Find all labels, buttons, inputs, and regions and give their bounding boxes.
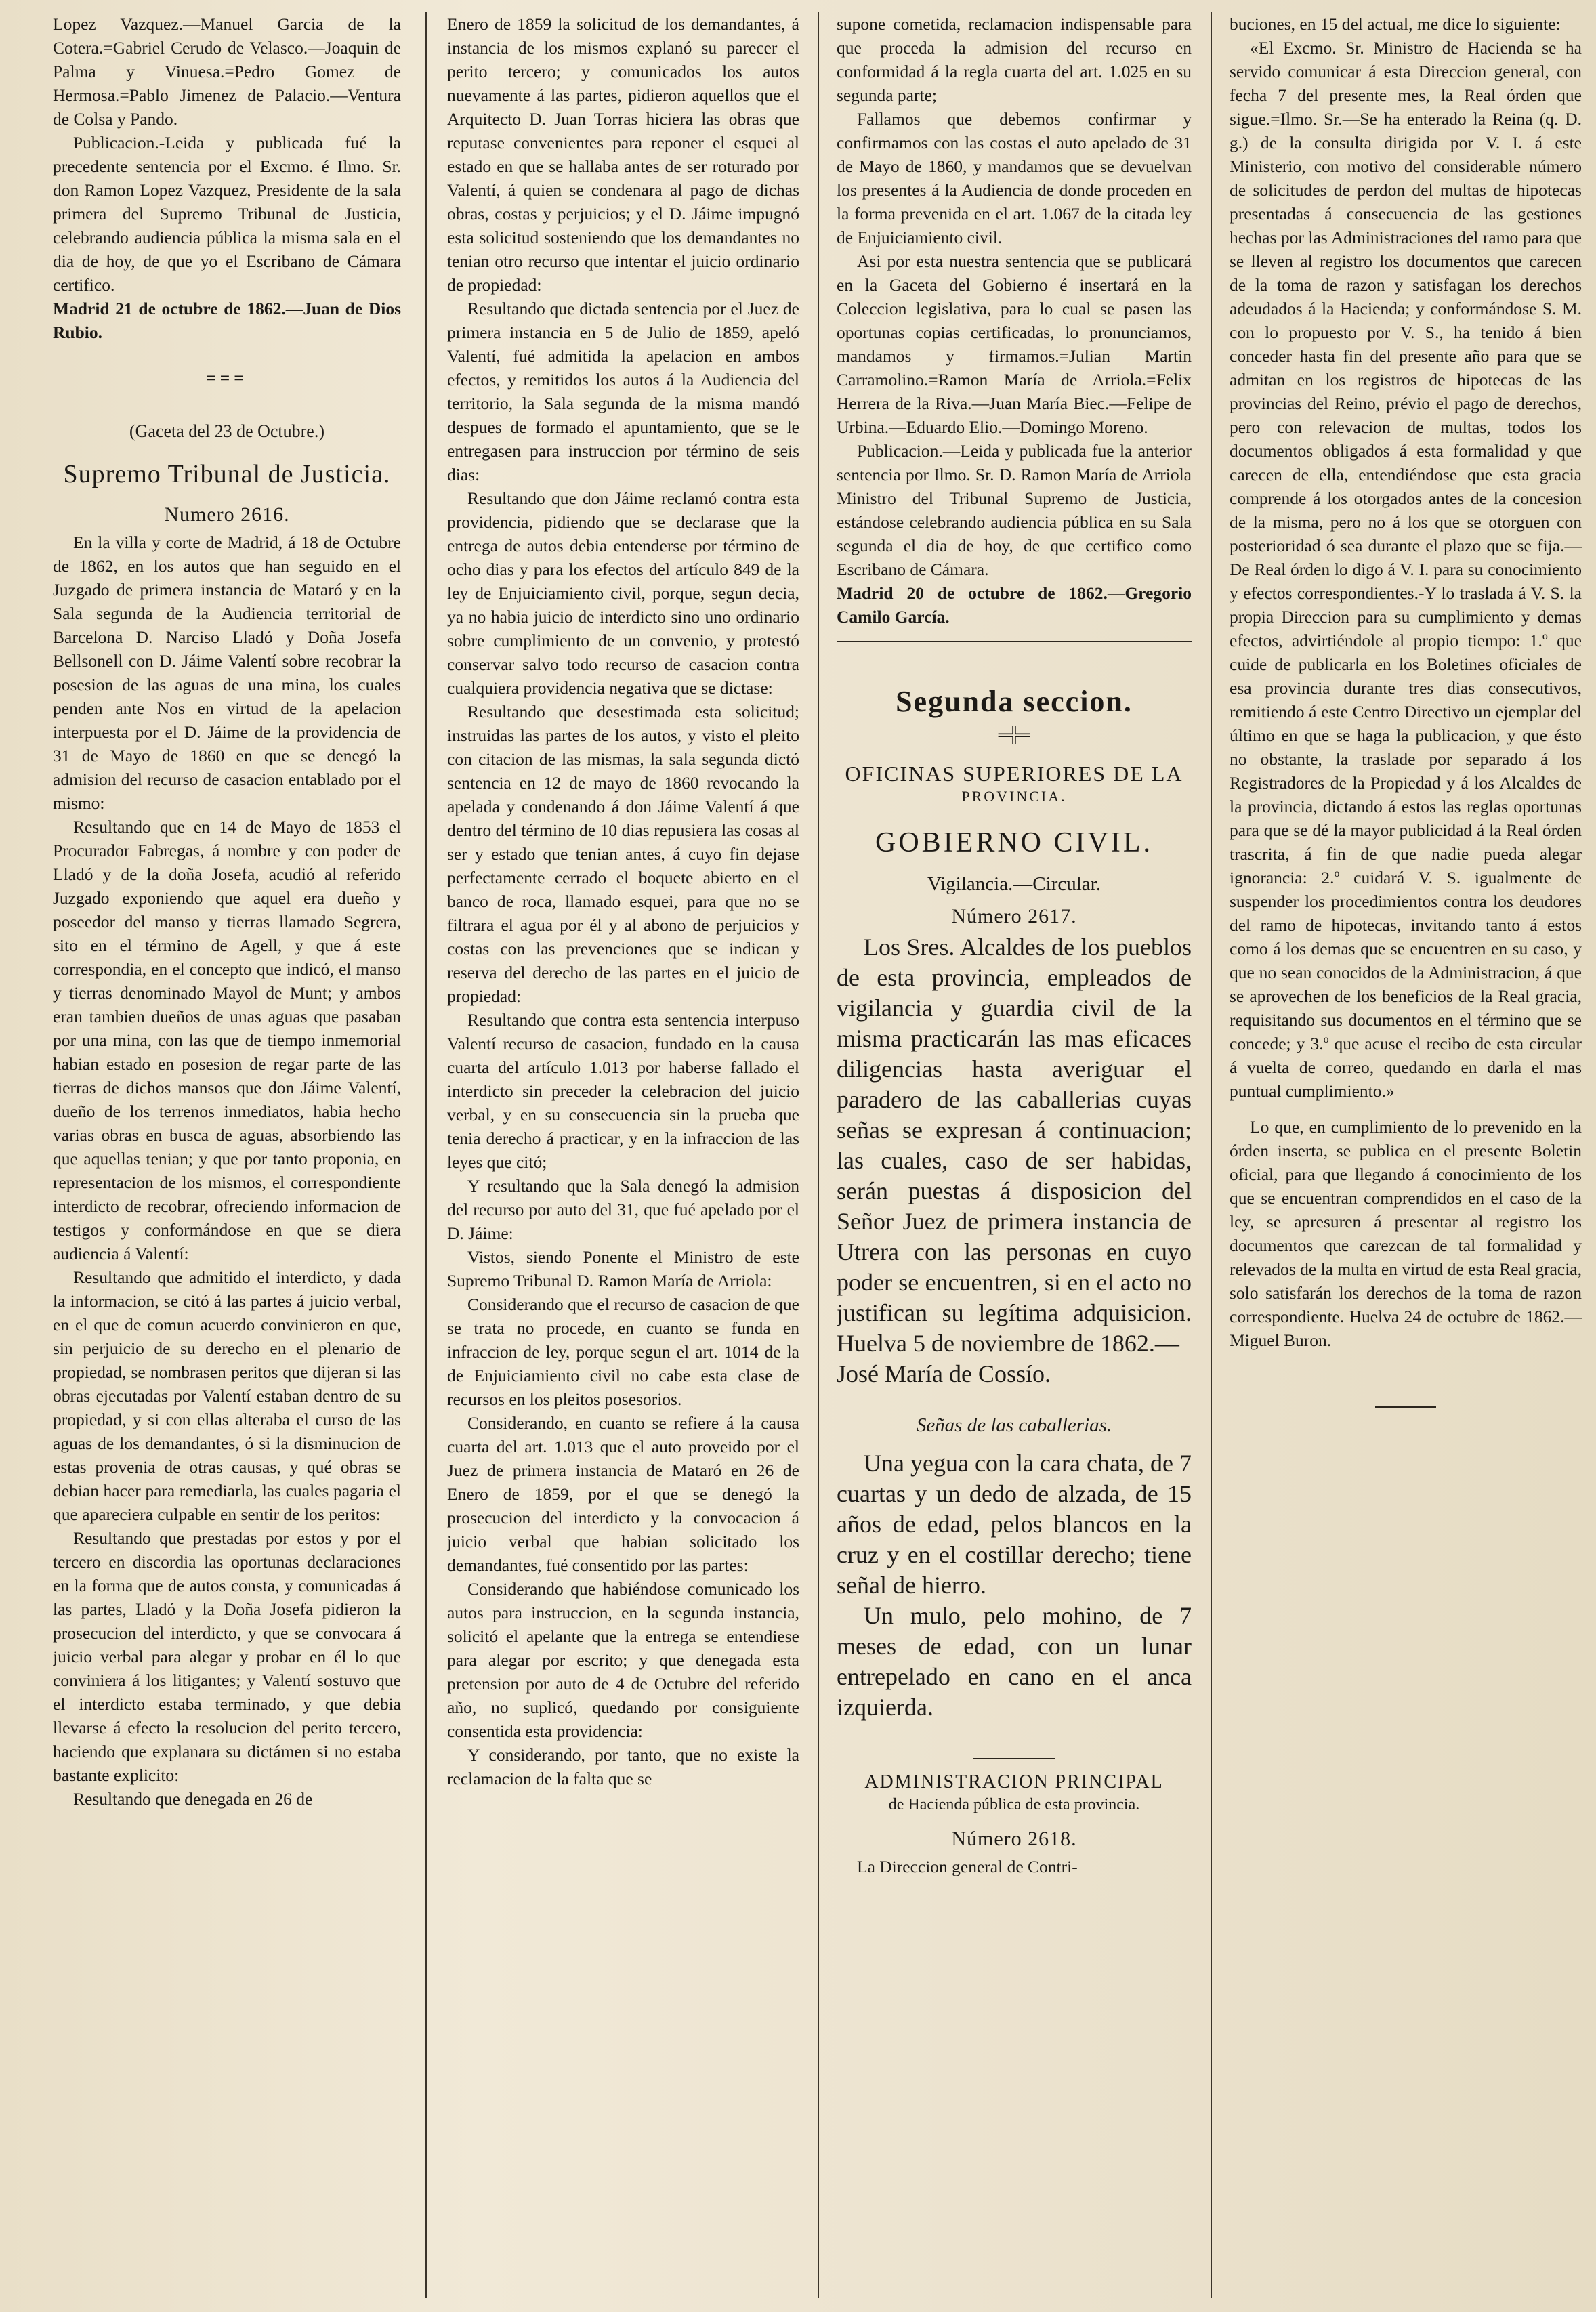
- body-paragraph: Vistos, siendo Ponente el Ministro de este Supremo Tribunal D. Ramon María de Arriola:: [447, 1247, 799, 1290]
- descriptions-heading: Señas de las caballerias.: [916, 1414, 1112, 1436]
- body-paragraph: Considerando, en cuanto se refiere á la causa cuarta del art. 1.013 que el auto proveido por el Juez de primera instancia de Mataró en 26 de Enero de 1859, por el que se denegó la prosecucion del interdicto y la convocacion á juicio verbal que habian solicitado los demandantes, fué consentido por las partes:: [447, 1413, 799, 1575]
- body-paragraph: Resultando que dictada sentencia por el Juez de primera instancia en 5 de Julio de 1859, apeló Valentí, fué admitida la apelacion en ambos efectos, y remitidos los autos á la Audiencia del territorio, la Sala segunda de la misma mandó despues de formado el apuntamiento, que se le entregasen para instruccion por término de seis dias:: [447, 299, 799, 484]
- ruling-paragraph: Asi por esta nuestra sentencia que se publicará en la Gaceta del Gobierno é insertará en la Coleccion legislativa, para lo cual se pasen las oportunas copias certificadas, lo pronunciamos, mandamos y firmamos.=Julian Martin Carramolino.=Ramon María de Arriola.=Felix Herrera de la Riva.—Juan María Biec.—Felipe de Urbina.—Eduardo Elio.—Domingo Moreno.: [837, 251, 1192, 437]
- government-heading: GOBIERNO CIVIL.: [875, 827, 1153, 858]
- offices-heading: OFICINAS SUPERIORES DE LA: [845, 761, 1183, 786]
- item-number: Numero 2616.: [164, 503, 290, 526]
- administration-subheading: de Hacienda pública de esta provincia.: [888, 1796, 1140, 1813]
- notice-paragraph: Los Sres. Alcaldes de los pueblos de esta provincia, empleados de vigilancia y guardia civil de la misma practicarán las mas eficaces diligencias hasta averiguar el paradero de las caballerias cuyas señas se expresan á continuacion; las cuales, caso de ser habidas, serán puestas á disposicion del Señor Juez de primera instancia de Utrera con las personas en cuyo poder se encuentren, si en el acto no justifican su legítima adquisicion. Huelva 5 de noviembre de 1862.—: [837, 933, 1192, 1357]
- item-number: Número 2617.: [951, 905, 1077, 927]
- date-signature: Madrid 20 de octubre de 1862.—Gregorio Camilo García.: [837, 583, 1192, 627]
- ruling-paragraph: Fallamos que debemos confirmar y confirmamos con las costas el auto apelado de 31 de Mayo de 1860, y mandamos que se devuelvan los presentes á la Audiencia de donde proceden en la forma prevenida en el art. 1.067 de la citada ley de Enjuiciamiento civil.: [837, 109, 1192, 247]
- column-divider: [425, 12, 427, 2298]
- column-divider: [818, 12, 819, 2298]
- gazette-reference: (Gaceta del 23 de Octubre.): [129, 421, 325, 441]
- section-heading: Segunda seccion.: [896, 685, 1133, 718]
- body-paragraph: Resultando que denegada en 26 de: [73, 1789, 313, 1809]
- body-paragraph: Resultando que admitido el interdicto, y dada la informacion, se citó á las partes á juicio verbal, en el que de comun acuerdo convinieron en que, sin perjuicio de su derecho en el plenario de propiedad, se nombrasen peritos que dijeran si las obras ejecutadas por Valentí estaban dentro de su propiedad, y si con ellas alteraba el curso de las aguas de los demandantes, ó si la disminucion de estas provenia de otras causas, y qué obras se debian hacer para remediarla, las cuales pagaria el que apareciera culpable en sentir de los peritos:: [53, 1267, 401, 1524]
- publication-paragraph: Publicacion.-Leida y publicada fué la precedente sentencia por el Excmo. é Ilmo. Sr. don Ramon Lopez Vazquez, Presidente de la sala primera del Supremo Tribunal de Justicia, celebrando audiencia pública la misma sala en el dia de hoy, de que yo el Escribano de Cámara certifico.: [53, 133, 401, 295]
- animal-description: Un mulo, pelo mohino, de 7 meses de edad, con un lunar entrepelado en cano en el anca izquierda.: [837, 1602, 1192, 1721]
- column-1: [53, 12, 401, 2298]
- ornament-flourish: ═╬═: [998, 726, 1030, 743]
- body-paragraph: buciones, en 15 del actual, me dice lo siguiente:: [1230, 14, 1561, 34]
- signatories-paragraph: Lopez Vazquez.—Manuel Garcia de la Cotera.=Gabriel Cerudo de Velasco.—Joaquin de Palma y Vinuesa.=Pedro Gomez de Hermosa.=Pablo Jimenez de Palacio.—Ventura de Colsa y Pando.: [53, 14, 401, 129]
- body-paragraph: Considerando que habiéndose comunicado los autos para instruccion, en la segunda instancia, solicitó el apelante que la entrega se entendiese para alegar por escrito; y que denegada esta pretension por auto de 4 de Octubre del referido año, no suplicó, quedando por consiguiente consentida esta providencia:: [447, 1579, 799, 1741]
- column-2: [447, 12, 799, 2298]
- body-paragraph: Considerando que el recurso de casacion de que se trata no procede, en cuanto se funda en infraccion de ley, porque segun el art. 1014 de la de Enjuiciamiento civil no cabe esta clase de recursos en los pleitos posesorios.: [447, 1295, 799, 1409]
- body-paragraph: La Direccion general de Contri-: [857, 1857, 1078, 1876]
- date-signature: Madrid 21 de octubre de 1862.—Juan de Dios Rubio.: [53, 299, 401, 342]
- administration-heading: ADMINISTRACION PRINCIPAL: [864, 1771, 1164, 1792]
- notice-signature: José María de Cossío.: [837, 1360, 1051, 1387]
- court-heading: Supremo Tribunal de Justicia.: [63, 460, 391, 488]
- body-paragraph: supone cometida, reclamacion indispensable para que proceda la admision del recurso en conformidad á la regla cuarta del art. 1.025 en su segunda parte;: [837, 14, 1192, 105]
- body-paragraph: En la villa y corte de Madrid, á 18 de Octubre de 1862, en los autos que han seguido en el Juzgado de primera instancia de Mataró y en la Sala segunda de la Audiencia territorial de Barcelona D. Narciso Lladó y Doña Josefa Bellsonell con D. Jáime Valentí sobre recobrar la posesion de las aguas de una mina, los cuales penden ante Nos en virtud de la apelacion interpuesta por el D. Jáime de la providencia de 31 de Mayo de 1860 en que se denegó la admision del recurso de casacion entablado por el mismo:: [53, 532, 401, 813]
- body-paragraph: Y considerando, por tanto, que no existe la reclamacion de la falta que se: [447, 1745, 799, 1788]
- province-subheading: PROVINCIA.: [961, 788, 1067, 805]
- separator: ===: [206, 368, 248, 387]
- circular-heading: Vigilancia.—Circular.: [927, 873, 1101, 895]
- publication-paragraph: Publicacion.—Leida y publicada fue la anterior sentencia por Ilmo. Sr. D. Ramon María de Arriola Ministro del Tribunal Supremo de Justicia, estándose celebrando audiencia pública en su Sala segunda el dia de hoy, de que certifico como Escribano de Cámara.: [837, 441, 1192, 579]
- body-paragraph: Resultando que contra esta sentencia interpuso Valentí recurso de casacion, fundado en la causa cuarta del artículo 1.013 por haberse fallado el interdicto sin preceder la celebracion del juicio verbal, y en su consecuencia sin la prueba que tenia derecho á practicar, y en la infraccion de las leyes que citó;: [447, 1010, 799, 1172]
- item-number: Número 2618.: [951, 1828, 1077, 1850]
- body-paragraph: Resultando que desestimada esta solicitud; instruidas las partes de los autos, y visto el pleito con citacion de las mismas, la sala segunda dictó sentencia en 12 de mayo de 1860 revocando la apelada y condenando á don Jáime Valentí á que dentro del término de 10 dias repusiera las cosas al ser y estado que tenian antes, á cuyo fin dejase perfectamente cerrado el boquete abierto en el banco de roca, llamado esquei, para que no se filtrara el agua por él y al abono de perjuicios y costas con las prevenciones que se indican y reserva del derecho de las partes en el juicio de propiedad:: [447, 702, 799, 1006]
- body-paragraph: Resultando que prestadas por estos y por el tercero en discordia las oportunas declaraciones en la forma que de autos consta, y comunicadas á las partes, Lladó y la Doña Josefa pidieron la prosecucion del interdicto, y que se convocara á juicio verbal para alegar y probar en él lo que conviniera á los litigantes; y Valentí sostuvo que el interdicto estaba terminado, y que debia llevarse á efecto la resolucion del perito tercero, haciendo que explanara su dictámen si no estaba bastante explicito:: [53, 1528, 401, 1785]
- body-paragraph: Lo que, en cumplimiento de lo prevenido en la órden inserta, se publica en el presente Boletin oficial, para que llegando á conocimiento de los que se encuentran comprendidos en el caso de la ley, se apresuren á presentar al registro los documentos que carezcan de tal formalidad y relevados de la multa en virtud de esta Real gracia, solo satisfarán los derechos de la toma de razon correspondiente. Huelva 24 de octubre de 1862.—Miguel Buron.: [1230, 1117, 1582, 1350]
- royal-order-quote: «El Excmo. Sr. Ministro de Hacienda se ha servido comunicar á esta Direccion general, con fecha 7 del presente mes, la Real órden que sigue.=Ilmo. Sr.—Se ha enterado la Reina (q. D. g.) de la consulta dirigida por V. I. á este Ministerio, con motivo del considerable número de solicitudes de perdon del multas de hipotecas presentadas á consecuencia de las gestiones hechas por las Administraciones del ramo para que se lleven al registro los documentos que carecen de la toma de razon y satisfagan los derechos adeudados á la Hacienda; y conformándose S. M. con lo propuesto por V. S., ha tenido á bien conceder hasta fin del presente año para que se admitan en los registros de hipotecas de las provincias del Reino, prévio el pago de derechos, pero con relevacion de multas, todos los documentos obligados á esta formalidad y que carecen de ella, entendiéndose que esta gracia comprende á los otorgados antes de la concesion de la misma, pero no á los que se otorguen con posterioridad ó sea durante el plazo que se fija.—De Real órden lo digo á V. I. para su conocimiento y efectos correspondientes.-Y lo traslada á V. S. la propia Direccion para su cumplimiento y demas efectos, advirtiéndole al propio tiempo: 1.º que cuide de publicarla en los Boletines oficiales de esa provincia durante tres dias consecutivos, remitiendo á este Centro Directivo un ejemplar del último en que se haga la publicacion, y que ésto no obstante, la traslade por separado á los Registradores de la Propiedad y á los Alcaldes de la provincia, dictando á estos las reglas oportunas para que se dé la mayor publicidad á la Real órden trascrita, á fin de que nadie pueda alegar ignorancia: 2.º cuidará V. S. igualmente de suspender los procedimientos contra los deudores del ramo de hipotecas, invitando tanto á estos como á los demas que se encuentren en su caso, y que no sean conocidos de la Administracion, á que se aprovechen de los beneficios de la Real gracia, requisitando sus documentos en el término que se concede; y 3.º que acuse el recibo de esta circular á vuelta de correo, quedando en darla el mas puntual cumplimiento.»: [1230, 38, 1582, 1101]
- horizontal-rule: [837, 641, 1192, 642]
- short-rule: [1375, 1406, 1436, 1408]
- column-4: [1230, 12, 1582, 2298]
- column-3: [837, 12, 1192, 2298]
- animal-description: Una yegua con la cara chata, de 7 cuartas y un dedo de alzada, de 15 años de edad, pelos blancos en la cruz y en el costillar derecho; tiene señal de hierro.: [837, 1450, 1192, 1599]
- body-paragraph: Resultando que en 14 de Mayo de 1853 el Procurador Fabregas, á nombre y con poder de Lladó y de la doña Josefa, acudió al referido Juzgado exponiendo que aquel era dueño y poseedor del manso y tierras llamado Segrera, sito en el término de Agell, y que á este correspondia, en el concepto que indicó, el manso y tierras denominado Mayol de Munt; y ambos eran tambien dueños de unas aguas que pasaban por una mina, con las que de tiempo inmemorial habian estado en posesion de regar parte de las tierras de dichos mansos que don Jáime Valentí, dueño de los terrenos inmediatos, habia hecho varias obras en busca de aguas, absorbiendo las que aquellas tenian; y que por tanto proponia, en representacion de los mismos, el correspondiente interdicto de recobrar, ofreciendo informacion de testigos y conformándose en que se diera audiencia á Valentí:: [53, 817, 401, 1263]
- column-divider: [1211, 12, 1212, 2298]
- body-paragraph: Enero de 1859 la solicitud de los demandantes, á instancia de los mismos explanó su parecer el perito tercero; y comunicados los autos nuevamente á las partes, pidieron aquellos que el Arquitecto D. Juan Torras hiciera las obras que reputase convenientes para reponer el esquei al estado en que se hallaba antes de ser roturado por Valentí, á quien se condenara al pago de dichas obras, costas y perjuicios; y el D. Jáime impugnó esta solicitud sosteniendo que los demandantes no tenian otro recurso que intentar el juicio ordinario de propiedad:: [447, 14, 799, 295]
- short-rule: [973, 1758, 1055, 1759]
- body-paragraph: Y resultando que la Sala denegó la admision del recurso por auto del 31, que fué apelado por el D. Jáime:: [447, 1176, 799, 1243]
- body-paragraph: Resultando que don Jáime reclamó contra esta providencia, pidiendo que se declarase que la entrega de autos debia entenderse por término de ocho dias y para los efectos del artículo 849 de la ley de Enjuiciamiento civil, porque, segun decia, ya no habia juicio de interdicto sino uno ordinario sobre cumplimiento de un convenio, y protestó conservar salvo todo recurso de casacion contra cualquiera providencia negativa que se dictase:: [447, 488, 799, 698]
